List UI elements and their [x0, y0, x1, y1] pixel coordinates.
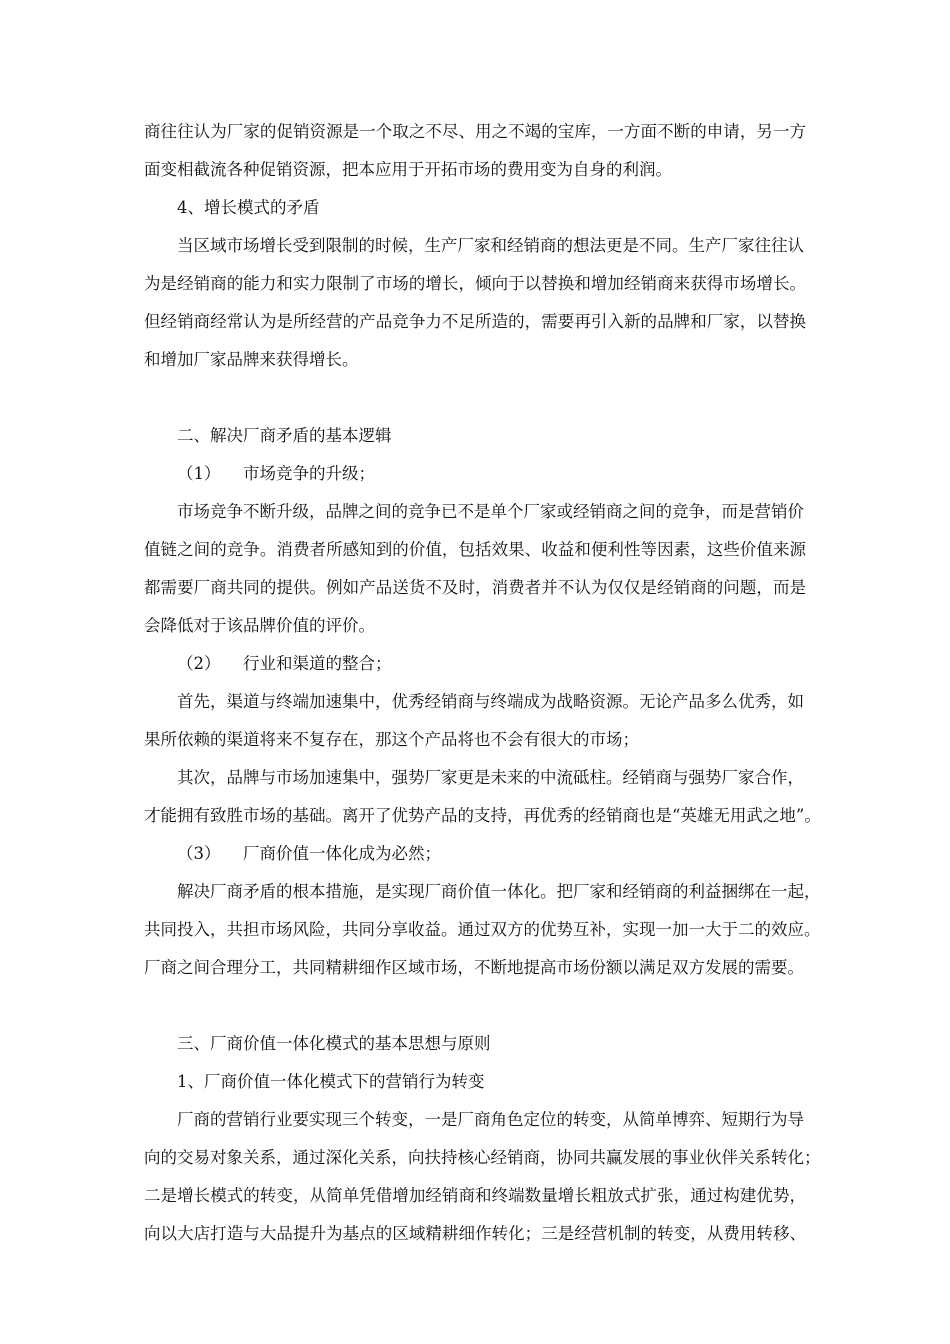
paragraph-transformation-line-1: 厂商的营销行业要实现三个转变，一是厂商角色定位的转变，从简单博弈、短期行为导: [177, 1110, 804, 1129]
paragraph-competition-line-4: 会降低对于该品牌价值的评价。: [144, 616, 375, 635]
paragraph-integration-line-1: 解决厂商矛盾的根本措施，是实现厂商价值一体化。把厂家和经销商的利益捆绑在一起，: [177, 882, 821, 901]
paragraph-integration-line-3: 厂商之间合理分工，共同精耕细作区域市场，不断地提高市场份额以满足双方发展的需要。: [144, 958, 804, 977]
section-2-title: 二、解决厂商矛盾的基本逻辑: [177, 426, 392, 445]
paragraph-growth-line-1: 当区域市场增长受到限制的时候，生产厂家和经销商的想法更是不同。生产厂家往往认: [177, 236, 804, 255]
paragraph-channel-line-2: 果所依赖的渠道将来不复存在，那这个产品将也不会有很大的市场；: [144, 730, 639, 749]
item-3-number: （3）: [177, 844, 221, 863]
paragraph-brand-line-2: 才能拥有致胜市场的基础。离开了优势产品的支持，再优秀的经销商也是“英雄无用武之地”。: [144, 806, 821, 825]
item-3-label: 厂商价值一体化成为必然；: [243, 844, 441, 863]
item-1-number: （1）: [177, 464, 221, 483]
paragraph-growth-line-4: 和增加厂家品牌来获得增长。: [144, 350, 359, 369]
paragraph-transformation-line-2: 向的交易对象关系，通过深化关系，向扶持核心经销商，协同共赢发展的事业伙伴关系转化；: [144, 1148, 821, 1167]
paragraph-transformation-line-3: 二是增长模式的转变，从简单凭借增加经销商和终端数量增长粗放式扩张，通过构建优势，: [144, 1186, 806, 1205]
heading-marketing-behavior: 1、厂商价值一体化模式下的营销行为转变: [177, 1072, 485, 1091]
item-2-label: 行业和渠道的整合；: [243, 654, 392, 673]
paragraph-channel-line-1: 首先，渠道与终端加速集中，优秀经销商与终端成为战略资源。无论产品多么优秀，如: [177, 692, 804, 711]
paragraph-growth-line-2: 为是经销商的能力和实力限制了市场的增长，倾向于以替换和增加经销商来获得市场增长。: [144, 274, 806, 293]
paragraph-integration-line-2: 共同投入，共担市场风险，共同分享收益。通过双方的优势互补，实现一加一大于二的效应。: [144, 920, 821, 939]
paragraph-transformation-line-4: 向以大店打造与大品提升为基点的区域精耕细作转化；三是经营机制的转变，从费用转移、: [144, 1224, 806, 1243]
paragraph-competition-line-1: 市场竞争不断升级，品牌之间的竞争已不是单个厂家或经销商之间的竞争，而是营销价: [177, 502, 804, 521]
paragraph-promotion-line-1: 商往往认为厂家的促销资源是一个取之不尽、用之不竭的宝库，一方面不断的申请，另一方: [144, 122, 806, 141]
item-1-label: 市场竞争的升级；: [243, 464, 375, 483]
paragraph-growth-line-3: 但经销商经常认为是所经营的产品竞争力不足所造的，需要再引入新的品牌和厂家，以替换: [144, 312, 806, 331]
section-3-title: 三、厂商价值一体化模式的基本思想与原则: [177, 1034, 491, 1053]
paragraph-competition-line-3: 都需要厂商共同的提供。例如产品送货不及时，消费者并不认为仅仅是经销商的问题，而是: [144, 578, 806, 597]
item-2-number: （2）: [177, 654, 221, 673]
heading-growth-conflict: 4、增长模式的矛盾: [177, 198, 320, 217]
paragraph-competition-line-2: 值链之间的竞争。消费者所感知到的价值，包括效果、收益和便利性等因素，这些价值来源: [144, 540, 806, 559]
paragraph-brand-line-1: 其次，品牌与市场加速集中，强势厂家更是未来的中流砥柱。经销商与强势厂家合作，: [177, 768, 804, 787]
paragraph-promotion-line-2: 面变相截流各种促销资源，把本应用于开拓市场的费用变为自身的利润。: [144, 160, 672, 179]
